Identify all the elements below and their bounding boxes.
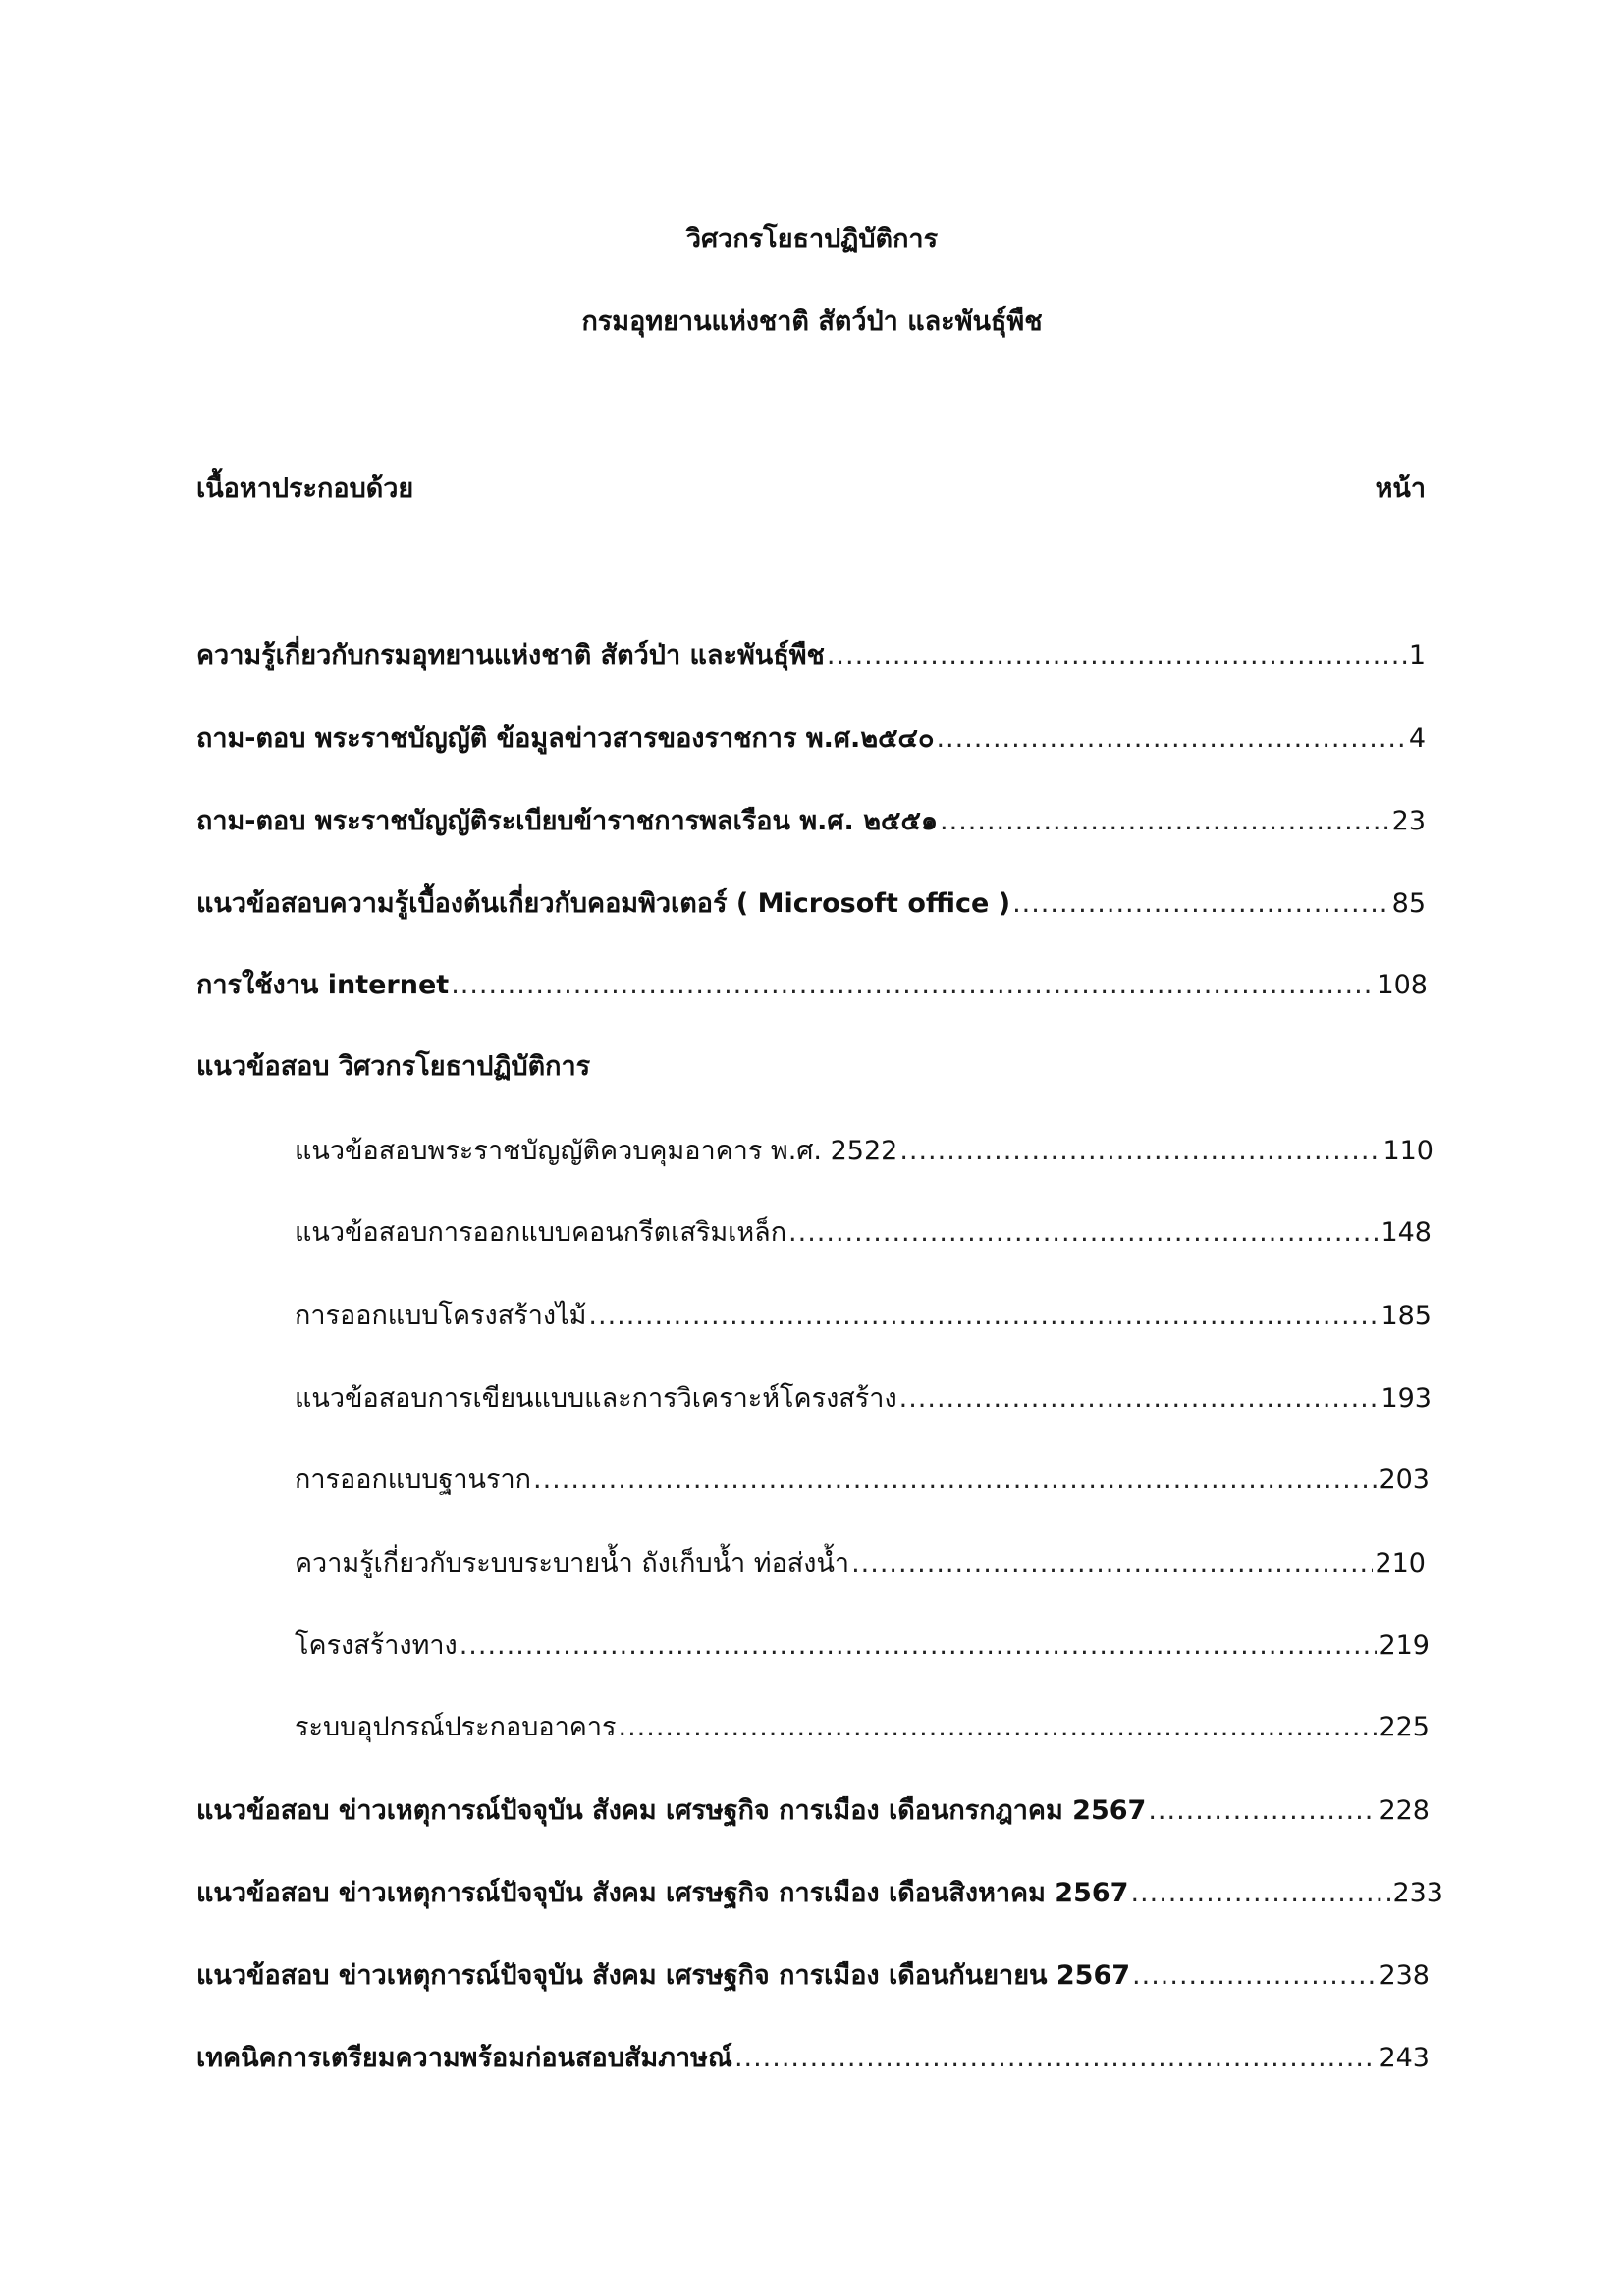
page-column-label: หน้า: [1375, 473, 1426, 504]
toc-entry-label: ความรู้เกี่ยวกับระบบระบายน้ำ ถังเก็บน้ำ ท่อส่งน้ำ: [295, 1548, 850, 1578]
toc-sub-entry: [295, 1546, 1426, 1581]
toc-entry-page: 108: [1377, 970, 1428, 1000]
toc-entry-label: แนวข้อสอบการออกแบบคอนกรีตเสริมเหล็ก: [295, 1217, 787, 1248]
toc-sub-entry: [295, 1629, 1430, 1664]
toc-leader: [451, 968, 1375, 1003]
toc-entry-label: แนวข้อสอบการเขียนแบบและการวิเคราะห์โครงสร้าง: [295, 1383, 897, 1414]
toc-leader: [936, 721, 1406, 757]
toc-entry: [196, 2041, 1430, 2076]
toc-entry: [196, 721, 1426, 757]
toc-leader: [533, 1463, 1377, 1498]
toc-sub-entry: [295, 1134, 1434, 1169]
toc-entry-label: ความรู้เกี่ยวกับกรมอุทยานแห่งชาติ สัตว์ป่า และพันธุ์พืช: [196, 640, 825, 670]
toc-entry: [196, 638, 1426, 673]
toc-leader: [827, 638, 1407, 673]
toc-entry-label: เทคนิคการเตรียมความพร้อมก่อนสอบสัมภาษณ์: [196, 2043, 732, 2073]
toc-sub-entry: [295, 1463, 1430, 1498]
toc-leader: [899, 1134, 1380, 1169]
toc-leader: [899, 1381, 1380, 1416]
toc-entry-label: โครงสร้างทาง: [295, 1630, 458, 1661]
toc-leader: [788, 1215, 1379, 1251]
toc-entry: [196, 804, 1426, 839]
toc-entry-page: 110: [1382, 1136, 1434, 1166]
toc-sub-entry: [295, 1710, 1430, 1745]
toc-sub-entry: [295, 1215, 1432, 1251]
toc-leader: [734, 2041, 1378, 2076]
toc-entry-label: แนวข้อสอบ ข่าวเหตุการณ์ปัจจุบัน สังคม เศรษฐกิจ การเมือง เดือนกรกฎาคม 2567: [196, 1795, 1147, 1826]
toc-entry-page: 85: [1391, 888, 1426, 919]
toc-entry-page: 185: [1380, 1301, 1432, 1331]
toc-leader: [851, 1546, 1373, 1581]
toc-entry-label: ถาม-ตอบ พระราชบัญญัติระเบียบข้าราชการพลเรือน พ.ศ. ๒๕๕๑: [196, 806, 939, 836]
toc-entry-label: การใช้งาน internet: [196, 970, 450, 1000]
toc-entry-page: 233: [1392, 1878, 1443, 1908]
toc-entry-label: การออกแบบโครงสร้างไม้: [295, 1301, 587, 1331]
toc-entry-page: 4: [1408, 723, 1426, 754]
toc-entry-page: 243: [1379, 2043, 1430, 2073]
toc-entry-label: แนวข้อสอบความรู้เบื้องต้นเกี่ยวกับคอมพิวเตอร์ ( Microsoft office ): [196, 888, 1011, 919]
toc-entry-label: แนวข้อสอบ ข่าวเหตุการณ์ปัจจุบัน สังคม เศรษฐกิจ การเมือง เดือนสิงหาคม 2567: [196, 1878, 1129, 1908]
toc-leader: [588, 1299, 1379, 1334]
toc-entry-page: 203: [1379, 1465, 1430, 1495]
toc-entry-label: การออกแบบฐานราก: [295, 1465, 531, 1495]
toc-sub-entry: [295, 1299, 1432, 1334]
toc-leader: [940, 804, 1390, 839]
toc-leader: [1148, 1793, 1377, 1829]
toc-entry-label: แนวข้อสอบพระราชบัญญัติควบคุมอาคาร พ.ศ. 2522: [295, 1136, 898, 1166]
toc-leader: [618, 1710, 1377, 1745]
toc-entry-page: 23: [1391, 806, 1426, 836]
toc-entry-label: แนวข้อสอบ ข่าวเหตุการณ์ปัจจุบัน สังคม เศรษฐกิจ การเมือง เดือนกันยายน 2567: [196, 1960, 1131, 1991]
toc-sub-entry: [295, 1381, 1432, 1416]
toc-leader: [460, 1629, 1378, 1664]
toc-entry-page: 219: [1379, 1630, 1430, 1661]
toc-entry: [196, 1876, 1443, 1911]
document-subtitle: กรมอุทยานแห่งชาติ สัตว์ป่า และพันธุ์พืช: [581, 306, 1043, 337]
toc-leader: [1132, 1958, 1377, 1994]
toc-entry-page: 1: [1408, 640, 1426, 670]
toc-entry: [196, 968, 1428, 1003]
toc-leader: [1130, 1876, 1390, 1911]
toc-entry-page: 193: [1380, 1383, 1432, 1414]
toc-entry-label: ระบบอุปกรณ์ประกอบอาคาร: [295, 1712, 617, 1742]
toc-entry-page: 228: [1379, 1795, 1430, 1826]
toc-entry: [196, 1958, 1430, 1994]
toc-leader: [1012, 886, 1390, 922]
toc-entry-page: 148: [1380, 1217, 1432, 1248]
toc-entry: [196, 1793, 1430, 1829]
toc-entry-page: 238: [1379, 1960, 1430, 1991]
contents-label: เนื้อหาประกอบด้วย: [196, 473, 414, 504]
section-heading: แนวข้อสอบ วิศวกรโยธาปฏิบัติการ: [196, 1051, 591, 1082]
toc-entry-page: 210: [1375, 1548, 1426, 1578]
toc-entry-page: 225: [1379, 1712, 1430, 1742]
document-title: วิศวกรโยธาปฏิบัติการ: [685, 224, 939, 254]
toc-entry-label: ถาม-ตอบ พระราชบัญญัติ ข้อมูลข่าวสารของราชการ พ.ศ.๒๕๔๐: [196, 723, 935, 754]
toc-entry: [196, 886, 1426, 922]
